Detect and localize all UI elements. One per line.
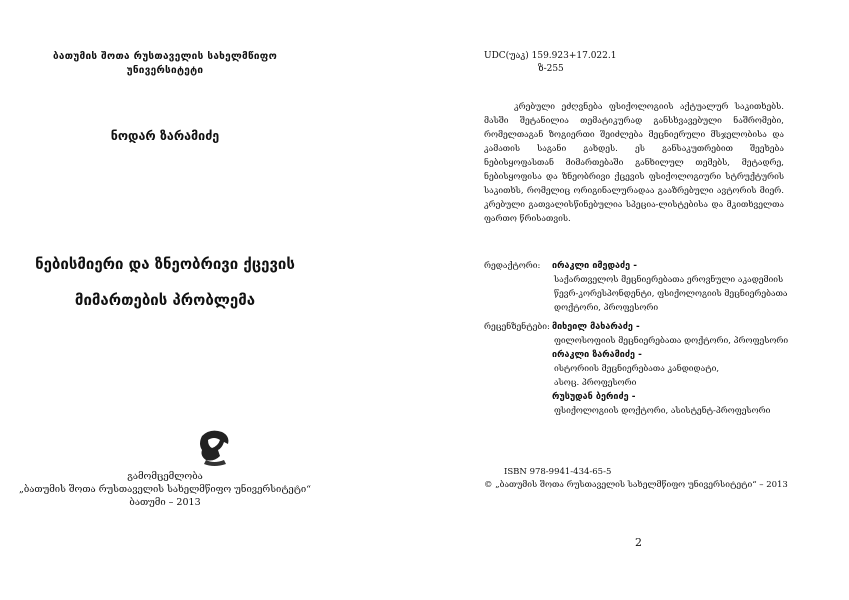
editors-block (484, 259, 824, 315)
reviewers-block (484, 320, 824, 418)
abstract-text: კრებული ეძღვნება ფსიქოლოგიის აქტუალურ საკითხებს. მასში შეტანილია თემატიკურად განსხვავებული ნაშრომები, რომელთაგან ზოგიერთი შეიძლება მეცნიერული მსჯელობისა და კამათის საგანი გახდეს. ეს განსაკუთრებით შეეხება ნებისყოფასთან მიმართებაში განხილულ თემებს, მეტადრე, ნებისყოფისა და ზნეობრივი ქცევის ფსიქოლოგიური სტრუქტურის საკითხს, რომელიც ორიგინალურადაა გააზრებული ავტორის მიერ. კრებული გათვალისწინებულია სპეცია-ლისტებისა და მკითხველთა ფართო წრისათვის. (484, 102, 784, 224)
reviewer-entry: მიხეილ მახარაძე - ფილოსოფიის მეცნიერებათა დოქტორი, პროფესორი (552, 320, 824, 348)
editors-label: რედაქტორი: (484, 261, 541, 271)
reviewer-entry: რუსუდან ბერიძე - ფსიქოლოგიის დოქტორი, ასისტენტ-პროფესორი (552, 390, 824, 418)
author-name: ნოდარ ზარამიძე (110, 128, 220, 143)
udc-classification: UDC(უაკ) 159.923+17.022.1 ზ-255 (484, 51, 617, 74)
university-logo-icon (196, 426, 232, 466)
reviewer-entry: ირაკლი ზარამიძე - ისტორიის მეცნიერებათა კანდიდატი, ასოც. პროფესორი (552, 348, 824, 390)
book-title: ნებისმიერი და ზნეობრივი ქცევის მიმართების პრობლემა (35, 255, 295, 309)
reviewers-label: რეცენზენტები: (484, 322, 550, 332)
reviewer-name: ირაკლი ზარამიძე - (552, 350, 642, 360)
editor-name: ირაკლი იმედაძე - (552, 261, 637, 271)
reviewer-name: მიხეილ მახარაძე - (552, 322, 640, 332)
page-number: 2 (635, 536, 642, 549)
editor-entry: ირაკლი იმედაძე - საქართველოს მეცნიერებათა ეროვნული აკადემიის წევრ-კორესპონდენტი, ფსიქოლოგიის მეცნიერებათა დოქტორი, პროფესორი (552, 259, 824, 315)
right-page (424, 0, 849, 600)
isbn-block (484, 466, 788, 492)
university-name: ბათუმის შოთა რუსთაველის სახელმწიფო უნივერსიტეტი (52, 51, 278, 76)
isbn-number: ISBN 978-9941-434-65-5 (504, 467, 612, 477)
reviewer-name: რუსუდან ბერიძე - (552, 392, 636, 402)
publisher-info: გამომცემლობა „ბათუმის შოთა რუსთაველის სახელმწიფო უნივერსიტეტი“ ბათუმი – 2013 (18, 471, 312, 508)
copyright-line: © „ბათუმის შოთა რუსთაველის სახელმწიფო უნივერსიტეტი“ – 2013 (484, 480, 788, 490)
left-page (0, 0, 424, 600)
